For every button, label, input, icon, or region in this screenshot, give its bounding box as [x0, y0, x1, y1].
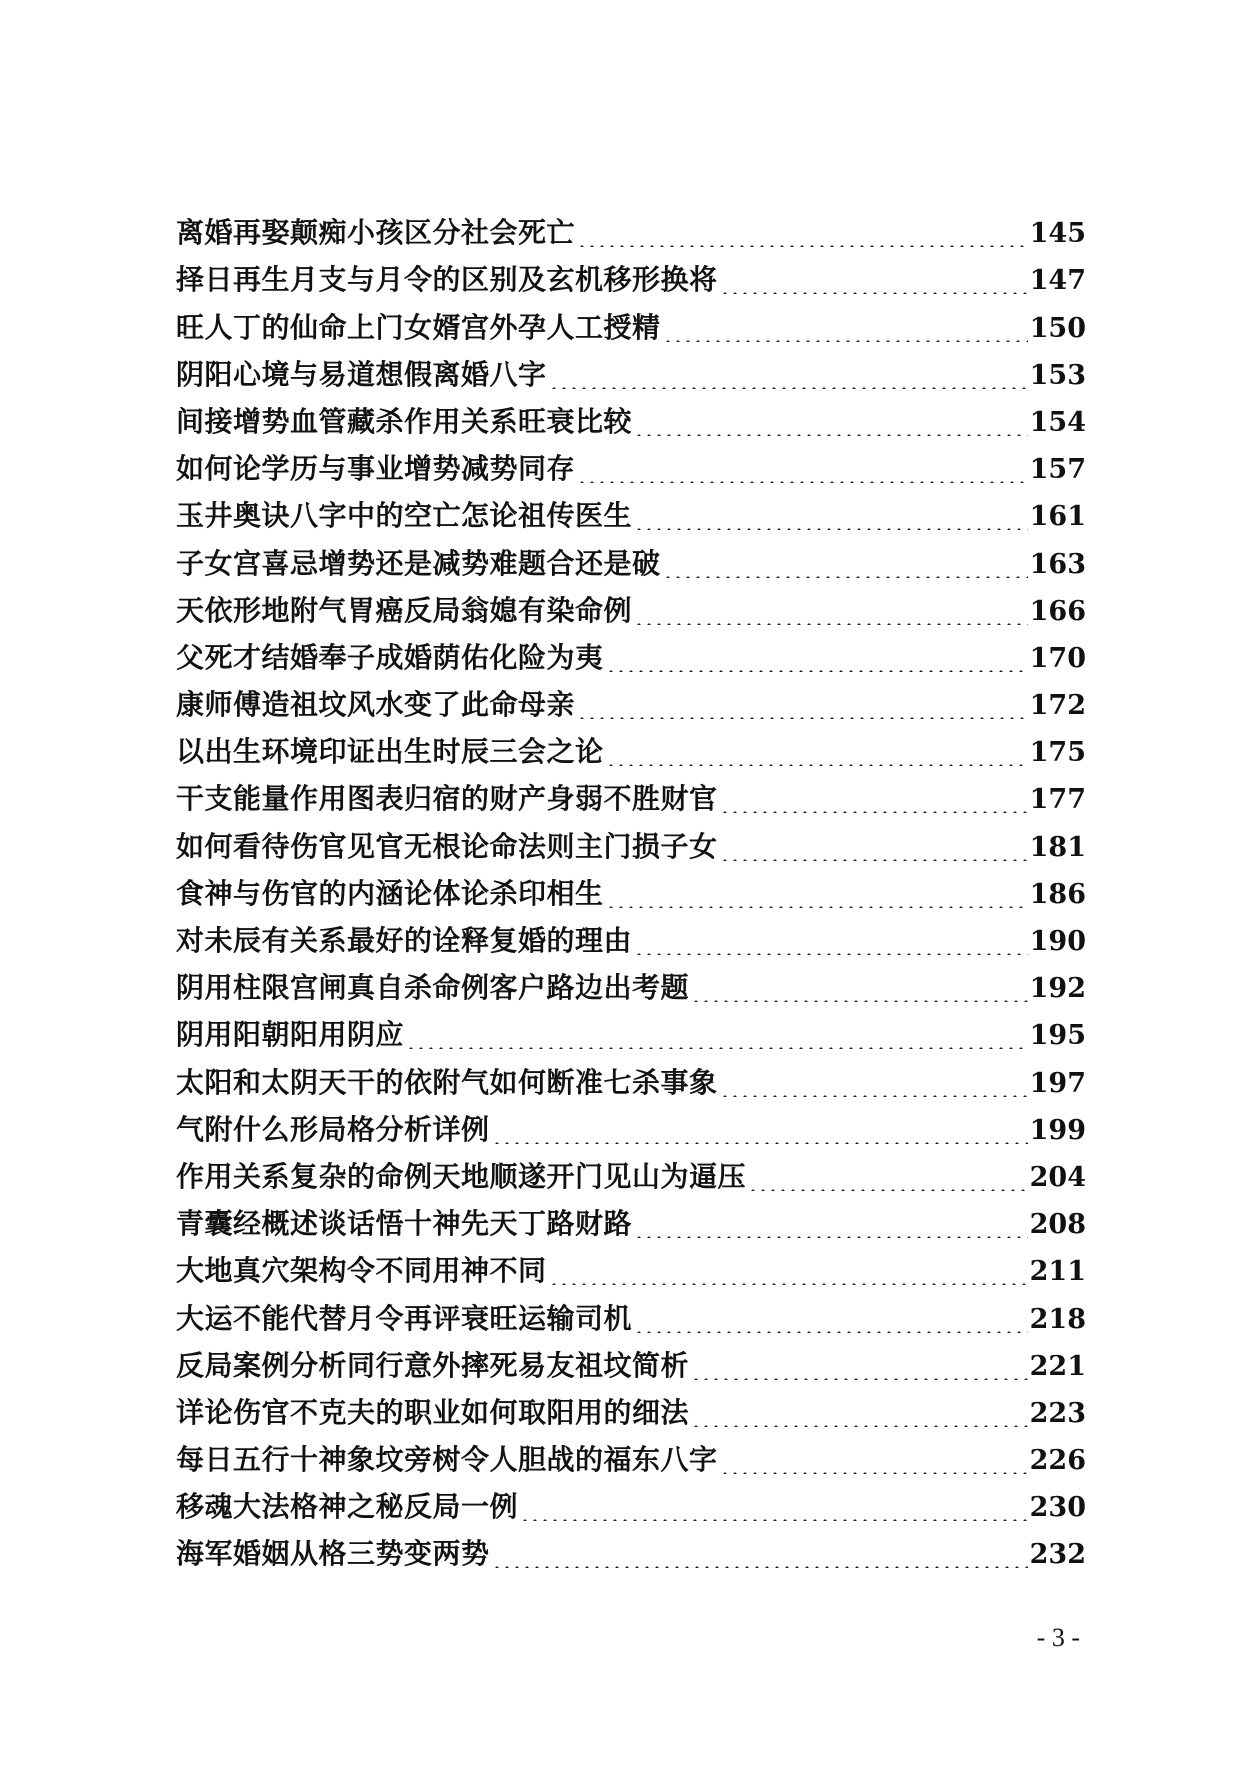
toc-entry-page-number: 161 — [1029, 501, 1086, 533]
toc-entry-title: 父死才结婚奉子成婚荫佑化险为夷 — [176, 640, 604, 674]
toc-entry-title: 移魂大法格神之秘反局一例 — [176, 1490, 519, 1524]
toc-dot-leader — [492, 1116, 1028, 1144]
toc-dot-leader — [577, 691, 1028, 719]
toc-entry-page-number: 232 — [1029, 1539, 1086, 1571]
toc-entry — [176, 530, 1086, 580]
toc-entry — [176, 1191, 1086, 1241]
toc-entry-page-number: 230 — [1029, 1492, 1086, 1524]
toc-entry-title: 详论伤官不克夫的职业如何取阳用的细法 — [176, 1395, 690, 1429]
toc-dot-leader — [691, 1399, 1028, 1427]
toc-entry-page-number: 145 — [1029, 218, 1086, 250]
toc-entry — [176, 1521, 1086, 1571]
toc-entry — [176, 766, 1086, 816]
toc-entry — [176, 342, 1086, 389]
toc-entry — [176, 1285, 1086, 1335]
toc-dot-leader — [406, 1021, 1028, 1049]
toc-entry-title: 对未辰有关系最好的诠释复婚的理由 — [176, 924, 633, 957]
toc-dot-leader — [606, 880, 1028, 908]
toc-entry-page-number: 163 — [1029, 548, 1086, 580]
toc-entry-title: 作用关系复杂的命例天地顺遂开门见山为逼压 — [176, 1159, 747, 1193]
toc-entry-page-number: 166 — [1029, 595, 1086, 627]
toc-entry-title: 天依形地附气胃癌反局翁媳有染命例 — [176, 593, 633, 627]
toc-entry-title: 大运不能代替月令再评衰旺运输司机 — [176, 1301, 633, 1335]
toc-entry-page-number: 153 — [1029, 359, 1086, 391]
toc-dot-leader — [606, 738, 1028, 766]
toc-entry-page-number: 208 — [1029, 1209, 1086, 1241]
toc-dot-leader — [720, 266, 1028, 294]
toc-entry-page-number: 192 — [1029, 973, 1086, 1005]
toc-entry-page-number: 157 — [1029, 454, 1086, 486]
toc-entry-page-number: 170 — [1029, 642, 1086, 674]
toc-entry-title: 每日五行十神象坟旁树令人胆战的福东八字 — [176, 1443, 718, 1477]
toc-entry — [176, 389, 1086, 436]
toc-entry-page-number: 226 — [1029, 1445, 1086, 1477]
toc-entry-title: 干支能量作用图表归宿的财产身弱不胜财官 — [176, 782, 718, 816]
toc-dot-leader — [691, 974, 1028, 1002]
toc-entry-page-number: 190 — [1029, 926, 1086, 957]
toc-entry-page-number: 154 — [1029, 406, 1086, 438]
table-of-contents — [176, 200, 1086, 1571]
toc-entry-title: 康师傅造祖坟风水变了此命母亲 — [176, 688, 576, 722]
toc-entry — [176, 908, 1086, 955]
toc-entry — [176, 1427, 1086, 1477]
toc-entry-title: 太阳和太阴天干的依附气如何断准七杀事象 — [176, 1065, 718, 1099]
toc-dot-leader — [520, 1493, 1028, 1521]
toc-entry-title: 旺人丁的仙命上门女婿宫外孕人工授精 — [176, 310, 661, 344]
page-number: - 3 - — [1036, 1623, 1080, 1652]
toc-entry-page-number: 199 — [1029, 1114, 1086, 1146]
toc-entry — [176, 861, 1086, 908]
toc-entry-title: 玉井奥诀八字中的空亡怎论祖传医生 — [176, 499, 633, 533]
toc-entry — [176, 436, 1086, 486]
toc-entry-title: 阴用柱限宫闸真自杀命例客户路边出考题 — [176, 971, 690, 1005]
toc-entry — [176, 625, 1086, 672]
toc-dot-leader — [634, 408, 1028, 436]
toc-entry-page-number: 181 — [1029, 831, 1086, 863]
toc-dot-leader — [720, 1069, 1028, 1097]
toc-entry-page-number: 204 — [1029, 1161, 1086, 1193]
toc-entry — [176, 1238, 1086, 1288]
toc-entry-title: 择日再生月支与月令的区别及玄机移形换将 — [176, 263, 718, 297]
toc-dot-leader — [634, 1210, 1028, 1238]
toc-entry — [176, 1380, 1086, 1427]
toc-entry-title: 子女宫喜忌增势还是减势难题合还是破 — [176, 546, 661, 580]
toc-entry-page-number: 186 — [1029, 878, 1086, 910]
toc-entry-title: 以出生环境印证出生时辰三会之论 — [176, 735, 604, 769]
toc-entry — [176, 1002, 1086, 1052]
toc-entry-title: 海军婚姻从格三势变两势 — [176, 1537, 490, 1571]
toc-entry — [176, 813, 1086, 863]
toc-entry-page-number: 172 — [1029, 690, 1086, 722]
toc-entry — [176, 200, 1086, 250]
toc-dot-leader — [720, 785, 1028, 813]
toc-entry-title: 青囊经概述谈话悟十神先天丁路财路 — [176, 1207, 633, 1241]
toc-entry — [176, 294, 1086, 344]
toc-entry-title: 食神与伤官的内涵论体论杀印相生 — [176, 876, 604, 910]
toc-entry-page-number: 197 — [1029, 1067, 1086, 1099]
toc-dot-leader — [663, 550, 1028, 578]
toc-dot-leader — [606, 644, 1028, 672]
toc-entry — [176, 247, 1086, 297]
toc-entry — [176, 1097, 1086, 1144]
toc-entry-page-number: 175 — [1029, 737, 1086, 769]
toc-dot-leader — [577, 455, 1028, 483]
toc-entry-page-number: 150 — [1029, 312, 1086, 344]
toc-entry-title: 阴用阳朝阳用阴应 — [176, 1018, 405, 1052]
toc-entry — [176, 1333, 1086, 1380]
toc-entry-title: 阴阳心境与易道想假离婚八字 — [176, 357, 547, 391]
toc-dot-leader — [634, 502, 1028, 530]
toc-dot-leader — [691, 1352, 1028, 1380]
toc-dot-leader — [720, 1446, 1028, 1474]
toc-entry-title: 如何论学历与事业增势减势同存 — [176, 452, 576, 486]
toc-entry-title: 如何看待伤官见官无根论命法则主门损子女 — [176, 829, 718, 863]
toc-entry — [176, 1474, 1086, 1524]
toc-dot-leader — [634, 1305, 1028, 1333]
toc-dot-leader — [492, 1540, 1028, 1568]
toc-entry-page-number: 195 — [1029, 1020, 1086, 1052]
toc-entry — [176, 719, 1086, 769]
toc-entry-page-number: 218 — [1029, 1303, 1086, 1335]
toc-entry-page-number: 177 — [1029, 784, 1086, 816]
toc-entry-page-number: 223 — [1029, 1397, 1086, 1429]
toc-entry-title: 反局案例分析同行意外摔死易友祖坟简析 — [176, 1348, 690, 1382]
toc-dot-leader — [634, 597, 1028, 625]
toc-entry — [176, 578, 1086, 625]
toc-entry-page-number: 221 — [1029, 1350, 1086, 1382]
toc-dot-leader — [549, 361, 1028, 389]
toc-entry-page-number: 147 — [1029, 265, 1086, 297]
toc-entry-title: 间接增势血管藏杀作用关系旺衰比较 — [176, 404, 633, 438]
toc-entry — [176, 955, 1086, 1005]
toc-entry-title: 气附什么形局格分析详例 — [176, 1112, 490, 1146]
toc-entry — [176, 1049, 1086, 1099]
toc-entry — [176, 483, 1086, 533]
toc-entry-title: 离婚再娶颠痴小孩区分社会死亡 — [176, 216, 576, 250]
toc-dot-leader — [663, 314, 1028, 342]
toc-entry-page-number: 211 — [1029, 1256, 1086, 1288]
toc-dot-leader — [577, 219, 1028, 247]
toc-entry — [176, 1144, 1086, 1191]
toc-entry — [176, 672, 1086, 722]
toc-dot-leader — [748, 1163, 1028, 1191]
toc-dot-leader — [549, 1257, 1028, 1285]
toc-dot-leader — [720, 833, 1028, 861]
toc-dot-leader — [634, 927, 1028, 955]
toc-entry-title: 大地真穴架构令不同用神不同 — [176, 1254, 547, 1288]
